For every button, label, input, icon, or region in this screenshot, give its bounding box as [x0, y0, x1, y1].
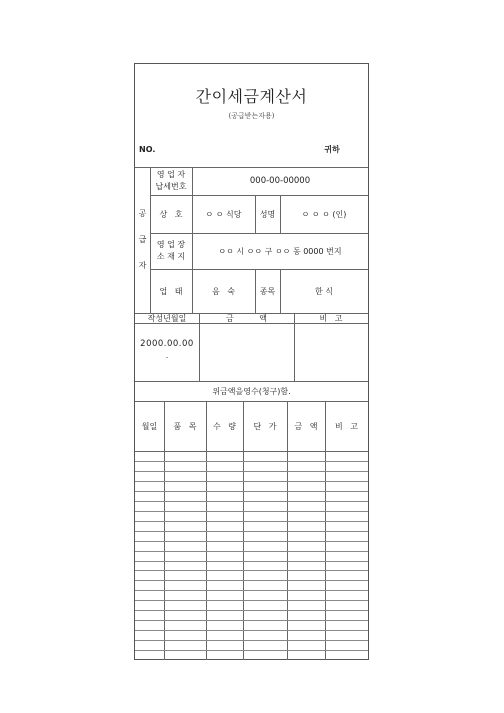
table-row	[135, 620, 368, 621]
reg-label-line2: 납세번호	[155, 182, 187, 191]
table-row	[135, 650, 368, 651]
biz-item-value: 한 식	[315, 286, 333, 296]
form-title: 간이세금계산서	[195, 86, 308, 106]
reg-label-line1: 영 업 자	[156, 170, 186, 179]
table-row	[135, 461, 368, 462]
tax-invoice-form	[134, 63, 369, 660]
table-row	[135, 541, 368, 542]
table-row	[135, 481, 368, 482]
date-value-cell	[135, 334, 199, 366]
note-header: 비 고	[319, 313, 343, 323]
table-row	[135, 521, 368, 522]
table-row	[135, 600, 368, 601]
name-value: ㅇ ㅇ 식당	[205, 209, 242, 219]
table-row	[135, 630, 368, 631]
biz-type-label: 업 태	[159, 286, 183, 296]
items-header-quantity: 수 량	[212, 421, 237, 431]
table-row	[135, 501, 368, 502]
to-label: 귀하	[324, 144, 340, 154]
reg-number-value: 000-00-00000	[249, 175, 311, 186]
rep-value: ㅇ ㅇ ㅇ (인)	[301, 209, 347, 219]
items-header-item: 품 목	[173, 421, 197, 431]
items-header-amount: 금 액	[294, 421, 318, 431]
table-row	[135, 471, 368, 472]
table-row	[135, 551, 368, 552]
table-row	[135, 640, 368, 641]
table-row	[135, 610, 368, 611]
supplier-side-char: 자	[138, 261, 147, 270]
divider	[199, 313, 200, 381]
divider	[135, 451, 368, 452]
date-suffix: .	[165, 351, 169, 360]
divider	[294, 313, 295, 381]
biz-type-value: 음 숙	[211, 286, 236, 296]
supplier-side-char: 공	[138, 209, 147, 218]
date-value: 2000.00.00	[140, 339, 194, 349]
biz-item-label: 종목	[259, 286, 276, 296]
addr-label-line2: 소 재 지	[156, 252, 186, 261]
address-label	[150, 233, 192, 269]
table-row	[135, 580, 368, 581]
table-row	[135, 511, 368, 512]
date-header: 작성년월일	[147, 313, 187, 323]
addr-label-line1: 영 업 장	[156, 240, 186, 249]
receipt-statement: 위금액을영수(청구)함.	[212, 386, 291, 396]
items-header-unit-price: 단 가	[253, 421, 277, 431]
table-row	[135, 561, 368, 562]
reg-number-label	[150, 167, 192, 195]
supplier-side-char: 급	[138, 235, 147, 244]
address-value: ㅇㅇ 시 ㅇㅇ 구 ㅇㅇ 동 0000 번지	[218, 246, 342, 256]
form-subtitle: (공급받는자용)	[228, 111, 275, 120]
rep-label: 성명	[259, 209, 276, 219]
supplier-side-label	[135, 167, 150, 313]
table-row	[135, 531, 368, 532]
table-row	[135, 491, 368, 492]
no-label: NO.	[139, 144, 156, 154]
items-header-date: 월일	[141, 421, 158, 431]
items-header-note: 비 고	[334, 421, 359, 431]
table-row	[135, 570, 368, 571]
table-row	[135, 590, 368, 591]
amount-header: 금 액	[226, 313, 267, 323]
name-label: 상 호	[159, 209, 183, 219]
